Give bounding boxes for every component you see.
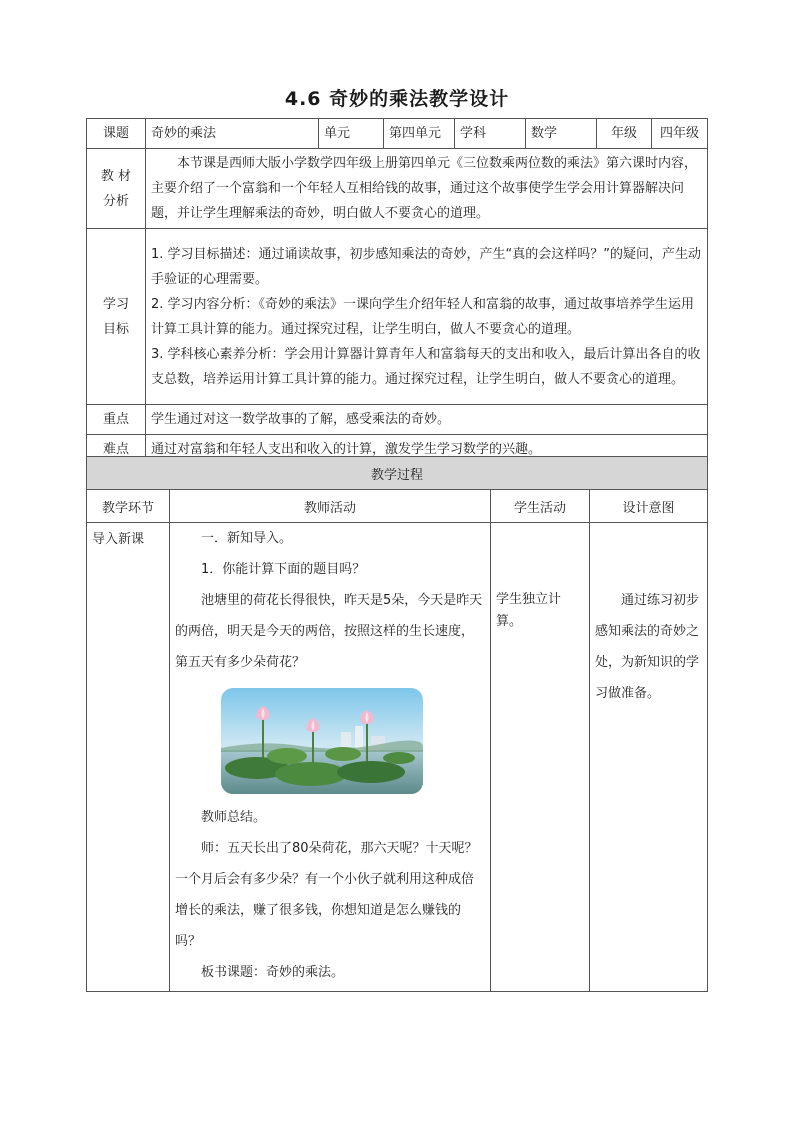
teacher-paragraph: 1．你能计算下面的题目吗？ [201,562,366,577]
objective-item: 2. 学习内容分析：《奇妙的乘法》一课向学生介绍年轻人和富翁的故事，通过故事培养学生运用计算工具计算的能力。通过探究过程，让学生明白，做人不要贪心的道理。 [151,296,695,337]
grade-label: 年级 [597,119,652,149]
process-row [87,523,708,992]
key-point-row [87,405,708,435]
objectives-content [146,229,708,405]
column-header: 教学环节 [87,490,170,523]
difficulty-label: 难点 [87,435,146,465]
subject-value: 数学 [526,119,597,149]
key-point-text: 学生通过对这一数学故事的了解，感受乘法的奇妙。 [146,405,708,435]
grade-value: 四年级 [652,119,708,149]
objective-item: 1. 学习目标描述：通过诵读故事，初步感知乘法的奇妙，产生“真的会这样吗？”的疑问，产生动手验证的心理需要。 [151,246,702,287]
student-activity-cell [491,523,590,992]
teacher-paragraph: 板书课题：奇妙的乘法。 [201,965,345,980]
unit-value: 第四单元 [384,119,455,149]
teacher-activity-cell [170,523,491,992]
objectives-label: 学习 目标 [87,229,146,405]
teacher-paragraph: 师：五天长出了80朵荷花，那六天呢？十天呢？一个月后会有多少朵？有一个小伙子就利用这种成倍增长的乘法，赚了很多钱，你想知道是怎么赚钱的吗？ [175,841,478,949]
document-title: 4.6 奇妙的乘法教学设计 [284,88,510,110]
analysis-row [87,149,708,229]
key-point-label: 重点 [87,405,146,435]
student-activity-text: 学生独立计算。 [496,592,562,629]
design-intent-text: 通过练习初步感知乘法的奇妙之处，为新知识的学习做准备。 [595,593,700,701]
process-header-row [87,490,708,523]
column-header: 设计意图 [590,490,708,523]
difficulty-text: 通过对富翁和年轻人支出和收入的计算，激发学生学习数学的兴趣。 [146,435,708,465]
analysis-label: 教 材 分析 [87,149,146,229]
info-row [87,119,708,149]
topic-value: 奇妙的乘法 [146,119,319,149]
design-intent-cell [590,523,708,992]
process-title: 教学过程 [87,457,708,490]
objective-item: 3. 学科核心素养分析：学会用计算器计算青年人和富翁每天的支出和收入，最后计算出各自的收支总数，培养运用计算工具计算的能力。通过探究过程，让学生明白，做人不要贪心的道理。 [151,346,701,387]
topic-label: 课题 [87,119,146,149]
lesson-info-table [86,118,708,465]
teacher-paragraph: 教师总结。 [201,810,267,825]
unit-label: 单元 [319,119,384,149]
analysis-text: 本节课是西师大版小学数学四年级上册第四单元《三位数乘两位数的乘法》第六课时内容，主要介绍了一个富翁和一个年轻人互相给钱的故事，通过这个故事使学生学会用计算器解决问题，并让学生理解乘法的奇妙，明白做人不要贪心的道理。 [146,149,708,229]
stage-label: 导入新课 [92,532,145,547]
column-header: 教师活动 [170,490,491,523]
teacher-paragraph: 池塘里的荷花长得很快，昨天是5朵，今天是昨天的两倍，明天是今天的两倍，按照这样的生长速度，第五天有多少朵荷花？ [175,593,483,670]
lotus-pond-image [221,688,423,794]
teaching-process-table [86,456,708,992]
subject-label: 学科 [455,119,526,149]
column-header: 学生活动 [491,490,590,523]
teacher-paragraph: 一．新知导入。 [201,531,293,546]
stage-cell [87,523,170,992]
objectives-row [87,229,708,405]
